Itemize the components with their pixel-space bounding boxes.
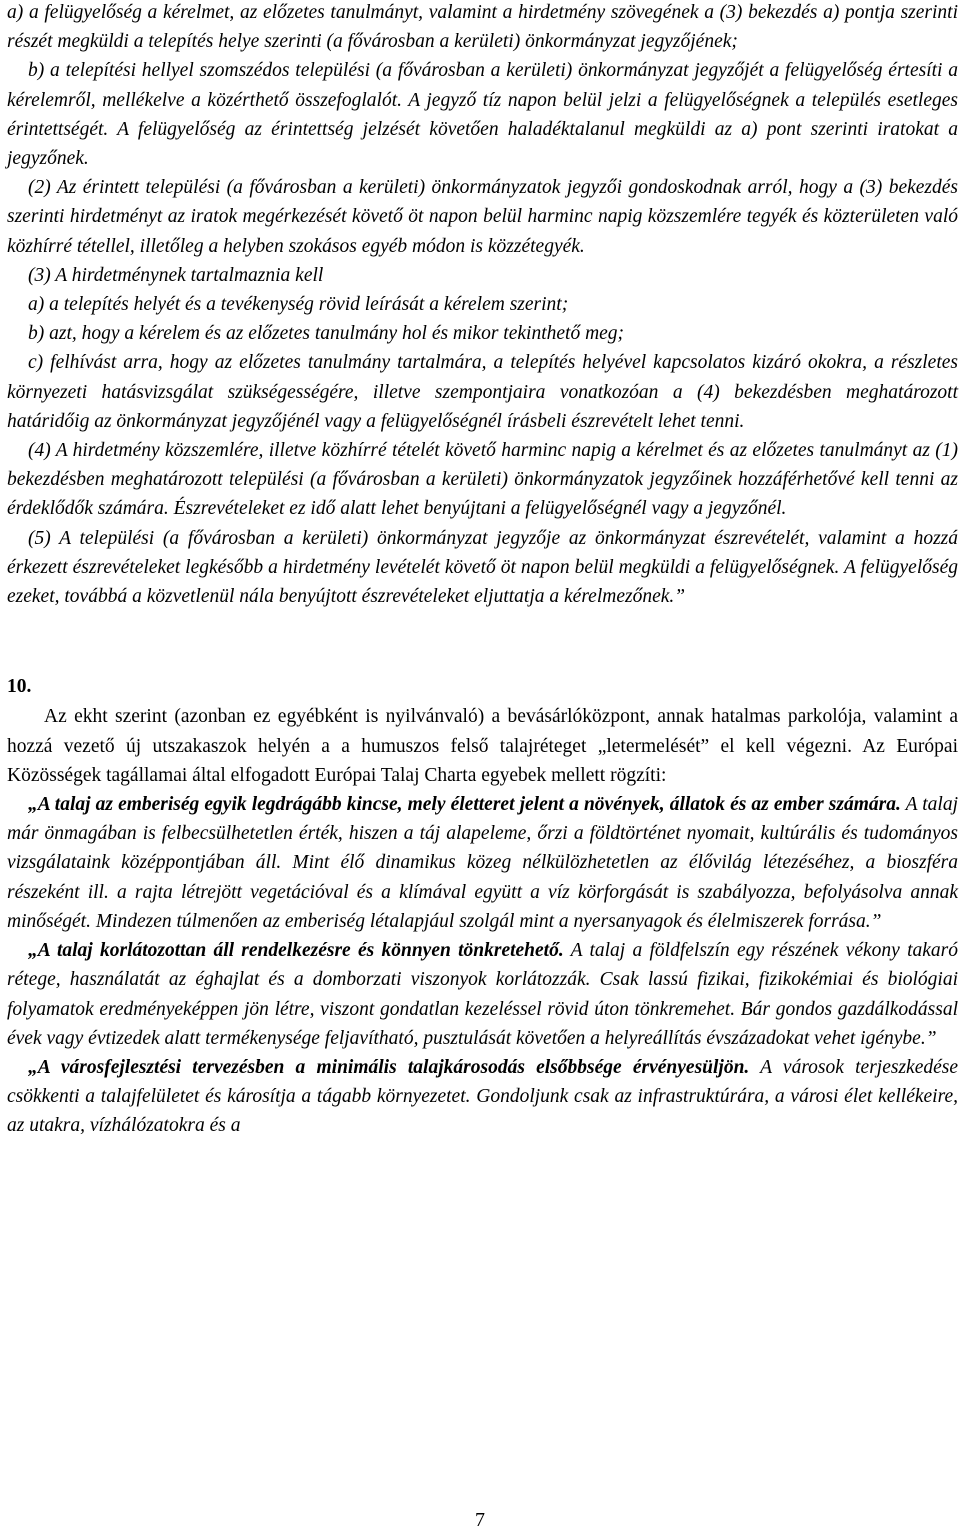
page-number: 7 bbox=[475, 1509, 485, 1531]
paragraph-3: (3) A hirdetménynek tartalmaznia kell bbox=[28, 264, 324, 286]
paragraph-3c: c) felhívást arra, hogy az előzetes tanulmány tartalmára, a telepítés helyével kapcsolatos kizáró okokra, a részletes környezeti hatásvizsgálat szükségességére, illetve szempontjaira vonatkozóan a (4) bekezdésben meghatározott határidőig az önkormányzat jegyzőjénél vagy a felügyelőségnél írásbeli észrevételt lehet tenni. bbox=[7, 352, 958, 432]
charter-quote-1-body: A talaj már önmagában is felbecsülhetetlen érték, hiszen a táj alapeleme, őrzi a földtörténet nyomait, kultúrális és tudományos vizsgálataink középpontjában áll. Mint élő dinamikus közeg nélkülözhetetlen az élővilág létezéséhez, a bioszféra részeként ill. a rajta létrejött vegetációval és a klímával együtt a víz körforgását is szabályozza, befolyásolva annak minőségét. Mindezen túlmenően az emberiség létalapjául szolgál mint a nyersanyagok és élelmiszerek forrása.” bbox=[7, 794, 958, 932]
charter-quote-3-body: A városok terjeszkedése csökkenti a talajfelületet és károsítja a tágabb környezetet. Gondoljunk csak az infrastruktúrára, a városi élet kellékeire, az utakra, vízhálózatokra és a bbox=[7, 1056, 958, 1137]
charter-quote-1-heading: „A talaj az emberiség egyik legdrágább kincse, mely életteret jelent a növények, állatok és az ember számára. bbox=[28, 794, 901, 816]
document-page bbox=[7, 0, 958, 1141]
section-intro: Az ekht szerint (azonban ez egyébként is nyilvánvaló) a bevásárlóközpont, annak hatalmas parkolója, valamint a hozzá vezető új utszakaszok helyén a a humuszos felső talajréteget „letermelését” el kell végezni. Az Európai Közösségek tagállamai által elfogadott Európai Talaj Charta egyebek mellett rögzíti: bbox=[7, 706, 958, 786]
charter-quote-3-heading: „A városfejlesztési tervezésben a minimális talajkárosodás elsőbbsége érvényesüljön. bbox=[28, 1056, 750, 1078]
paragraph-2: (2) Az érintett települési (a fővárosban a kerületi) önkormányzatok jegyzői gondoskodnak arról, hogy a (3) bekezdés szerinti hirdetményt az iratok megérkezését követő öt napon belül harminc napig közszemlére tegyék és közterületen való közhírré tétellel, illetőleg a helyben szokásos egyéb módon is közzétegyék. bbox=[7, 177, 958, 257]
paragraph-4: (4) A hirdetmény közszemlére, illetve közhírré tételét követő harminc napig a kérelmet és az előzetes tanulmányt az (1) bekezdésben meghatározott települési (a fővárosban a kerületi) önkormányzatok jegyzőinek hozzáférhetővé kell tenni az érdeklődők számára. Észrevételeket ez idő alatt lehet benyújtani a felügyelőségnél vagy a jegyzőnél. bbox=[7, 440, 958, 520]
charter-quote-3 bbox=[7, 1053, 958, 1141]
paragraph-3b: b) azt, hogy a kérelem és az előzetes tanulmány hol és mikor tekinthető meg; bbox=[28, 323, 625, 345]
paragraph-3a: a) a telepítés helyét és a tevékenység rövid leírását a kérelem szerint; bbox=[28, 294, 569, 316]
charter-quote-1 bbox=[7, 790, 958, 936]
paragraph-5: (5) A települési (a fővárosban a kerületi) önkormányzat jegyzője az önkormányzat észrevételét, valamint a hozzá érkezett észrevételeket legkésőbb a hirdetmény levételét követő öt napon belül megküldi a felügyelőségnek. A felügyelőség ezeket, továbbá a közvetlenül nála benyújtott észrevételeket eljuttatja a kérelmezőnek.” bbox=[7, 527, 958, 608]
paragraph-1a: a) a felügyelőség a kérelmet, az előzetes tanulmányt, valamint a hirdetmény szövegének a (3) bekezdés a) pontja szerinti részét megküldi a telepítés helye szerinti (a fővárosban a kerületi) önkormányzat jegyzőjének; bbox=[7, 2, 958, 53]
regulation-quote bbox=[7, 0, 958, 611]
paragraph-1b: b) a telepítési hellyel szomszédos települési (a fővárosban a kerületi) önkormányzat jegyzőjét a felügyelőség értesíti a kérelemről, mellékelve a közérthető összefoglalót. A jegyző tíz napon belül jelzi a felügyelőségnek a település esetleges érintettségét. A felügyelőség az érintettség jelzését követően haladéktalanul megküldi az a) pont szerinti iratokat a jegyzőnek. bbox=[7, 60, 958, 170]
charter-quote-2 bbox=[7, 936, 958, 1053]
section-number: 10. bbox=[7, 676, 32, 698]
charter-quote-2-body: A talaj a földfelszín egy részének vékony takaró rétege, használatát az éghajlat és a domborzati viszonyok korlátozzák. Csak lassú fizikai, fizikokémiai és biológiai folyamatok eredményeképpen jön létre, viszont gondatlan kezeléssel rövid úton tönkremehet. Bár gondos gazdálkodással évek vagy évtizedek alatt termékenysége feljavítható, pusztulását követően a helyreállítás évszázadokat vehet igénybe.” bbox=[7, 940, 958, 1049]
charter-quote-2-heading: „A talaj korlátozottan áll rendelkezésre és könnyen tönkretehető. bbox=[28, 940, 564, 962]
